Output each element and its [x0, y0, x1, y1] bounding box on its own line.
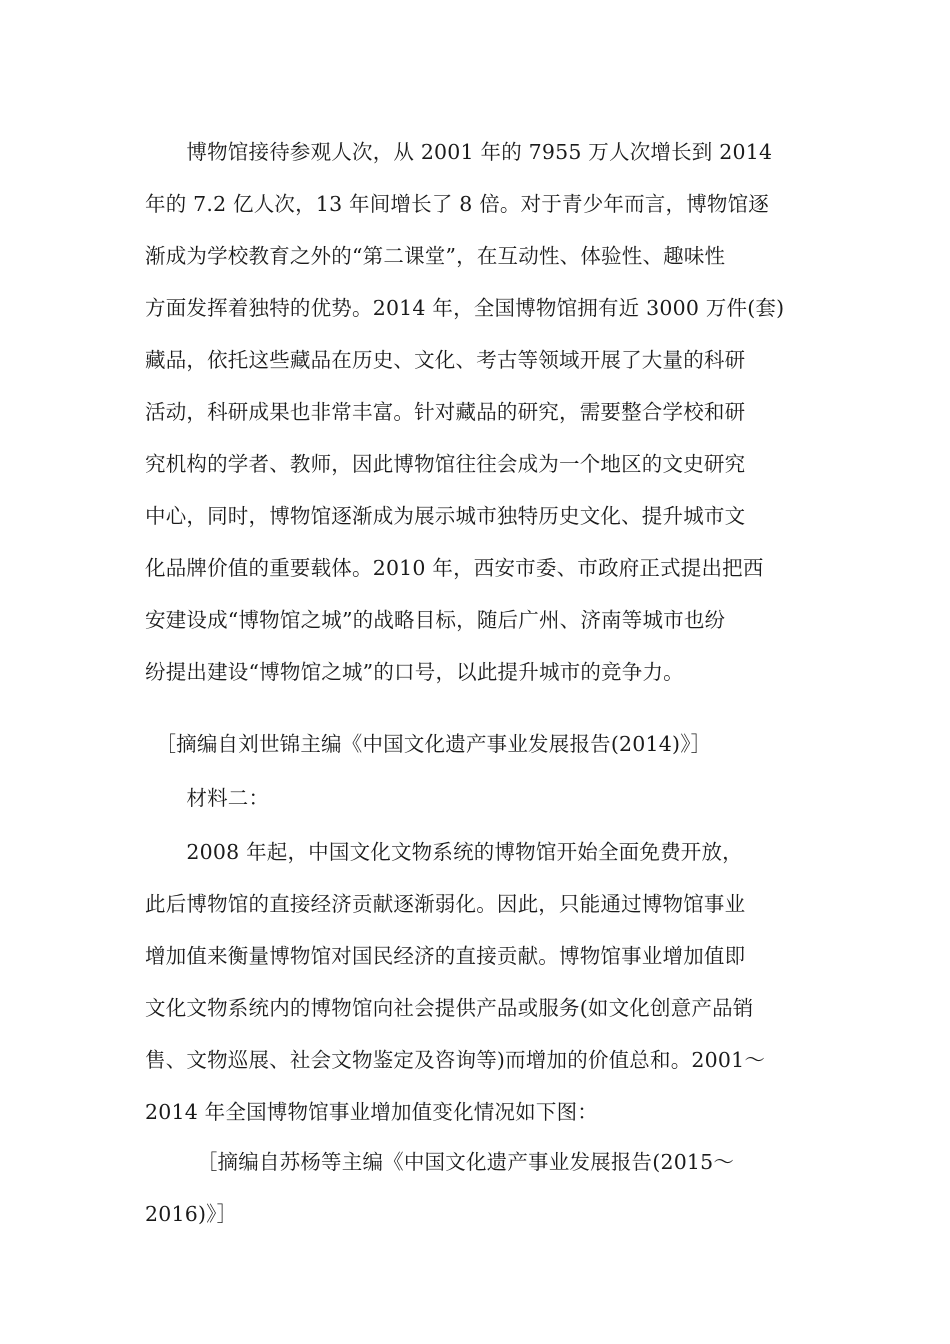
- text-line: 安建设成“博物馆之城”的战略目标，随后广州、济南等城市也纷: [145, 608, 726, 632]
- text-line: ［摘编自刘世锦主编《中国文化遗产事业发展报告(2014)》］: [145, 732, 712, 756]
- source-citation-1: [145, 718, 805, 770]
- text-line: 博物馆接待参观人次，从 2001 年的 7955 万人次增长到 2014: [145, 140, 773, 164]
- material-2-label: [145, 772, 805, 824]
- text-line: 藏品，依托这些藏品在历史、文化、考古等领域开展了大量的科研: [145, 348, 746, 372]
- text-line: 化品牌价值的重要载体。2010 年，西安市委、市政府正式提出把西: [145, 556, 764, 580]
- text-line: ［摘编自苏杨等主编《中国文化遗产事业发展报告(2015～: [145, 1150, 735, 1174]
- text-line: 材料二：: [145, 786, 270, 810]
- text-line: 2016)》］: [145, 1202, 238, 1226]
- paragraph-2: [145, 826, 805, 1138]
- text-line: 增加值来衡量博物馆对国民经济的直接贡献。博物馆事业增加值即: [145, 944, 746, 968]
- text-line: 究机构的学者、教师，因此博物馆往往会成为一个地区的文史研究: [145, 452, 746, 476]
- text-line: 年的 7.2 亿人次，13 年间增长了 8 倍。对于青少年而言，博物馆逐: [145, 192, 770, 216]
- text-line: 2008 年起，中国文化文物系统的博物馆开始全面免费开放，: [145, 840, 743, 864]
- text-line: 此后博物馆的直接经济贡献逐渐弱化。因此，只能通过博物馆事业: [145, 892, 746, 916]
- text-line: 中心，同时，博物馆逐渐成为展示城市独特历史文化、提升城市文: [145, 504, 746, 528]
- text-line: 售、文物巡展、社会文物鉴定及咨询等)而增加的价值总和。2001～: [145, 1048, 766, 1072]
- source-citation-2: [145, 1136, 805, 1240]
- text-line: 方面发挥着独特的优势。2014 年，全国博物馆拥有近 3000 万件(套): [145, 296, 785, 320]
- text-line: 渐成为学校教育之外的“第二课堂”，在互动性、体验性、趣味性: [145, 244, 726, 268]
- text-line: 文化文物系统内的博物馆向社会提供产品或服务(如文化创意产品销: [145, 996, 754, 1020]
- text-line: 纷提出建设“博物馆之城”的口号，以此提升城市的竞争力。: [145, 660, 684, 684]
- text-line: 2014 年全国博物馆事业增加值变化情况如下图：: [145, 1100, 598, 1124]
- text-line: 活动，科研成果也非常丰富。针对藏品的研究，需要整合学校和研: [145, 400, 746, 424]
- paragraph-1: [145, 126, 805, 698]
